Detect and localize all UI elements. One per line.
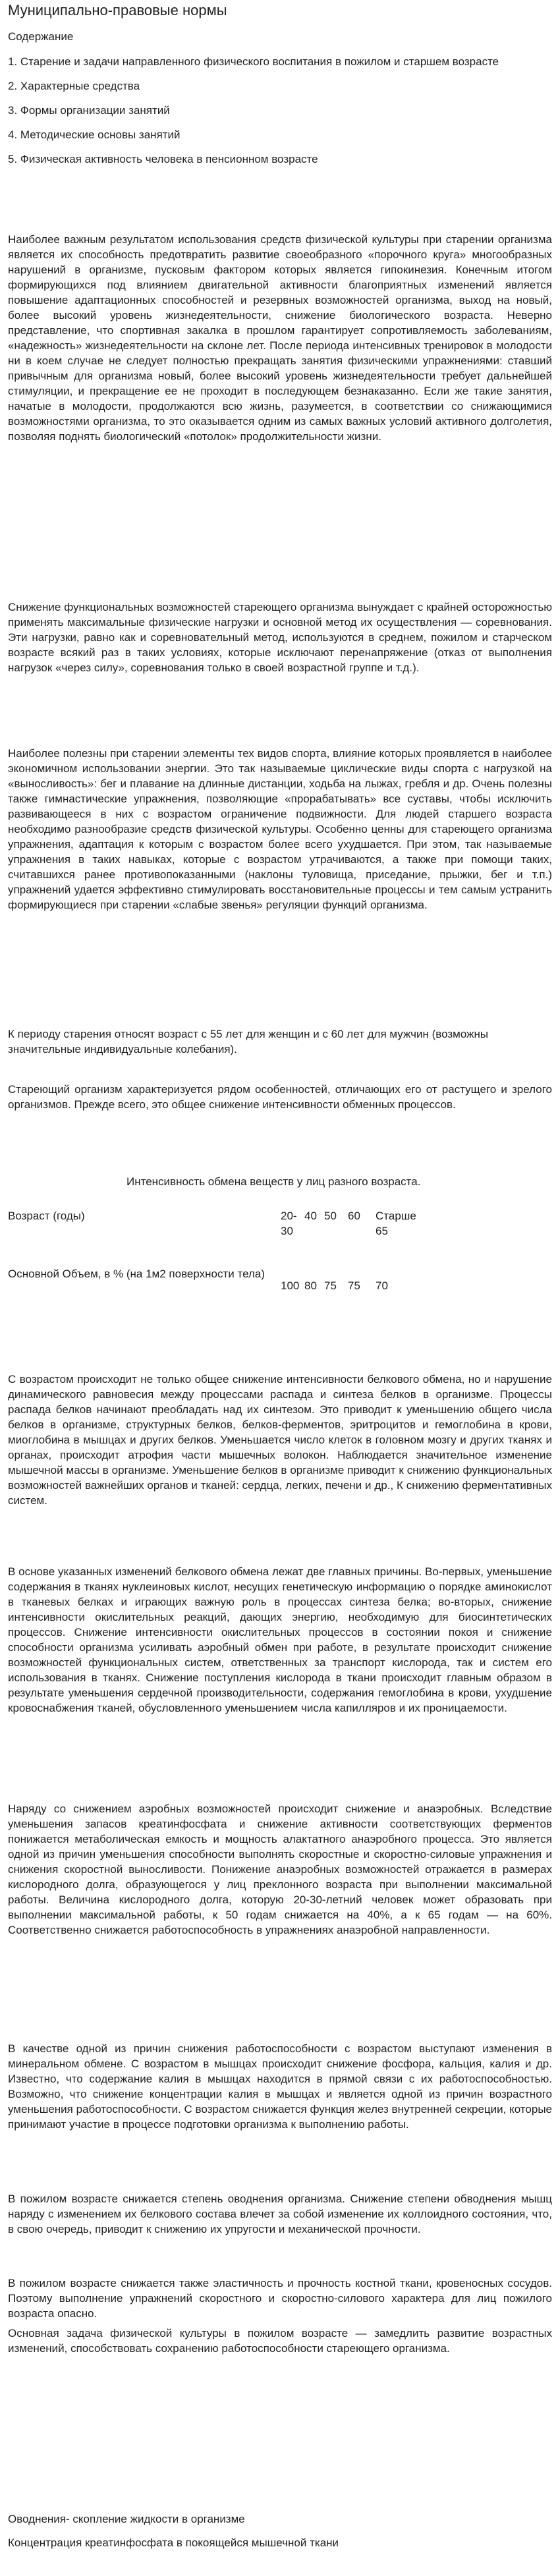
table-cell: Возраст (годы) xyxy=(8,1210,85,1222)
paragraph: Снижение функциональных возможностей стареющего организма вынуждает с крайней осторожностью применять максимальные физические нагрузки и основной метод их осуществления — соревнования. Эти нагрузки, равно как и соревновательный метод, используются в среднем, пожилом и старческом возрасте всякий раз в таких условиях, которые исключают перенапряжение (отказ от выполнения нагрузок «через силу», соревнования только в своей возрастной группе и т.д.). xyxy=(8,601,552,674)
contents-heading: Содержание xyxy=(8,30,74,43)
table-cell: Основной Объем, в % (на 1м2 поверхности тела) xyxy=(8,1268,265,1280)
age-note: К периоду старения относят возраст с 55 лет для женщин и с 60 лет для мужчин (возможны значительные индивидуальные колебания). xyxy=(8,1028,489,1055)
toc-item[interactable]: 5. Физическая активность человека в пенсионном возрасте xyxy=(8,153,318,165)
paragraph: Основная задача физической культуры в пожилом возрасте — замедлить развитие возрастных изменений, способствовать сохранению работоспособности стареющего организма. xyxy=(8,2327,552,2355)
table-cell: 50 xyxy=(324,1210,337,1222)
paragraph: В качестве одной из причин снижения работоспособности с возрастом выступают изменения в минеральном обмене. С возрастом в мышцах происходит снижение фосфора, кальция, калия и др. Известно, что содержание калия в мышцах находится в прямой связи с их работоспособностью. Возможно, что снижение концентрации калия в мышцах и является одной из причин возрастного уменьшения работоспособности. С возрастом снижается функция желез внутренней секреции, которые принимают участие в процессе подготовки организма к выполнению работы. xyxy=(8,2042,552,2131)
table-cell: Старше 65 xyxy=(376,1210,416,1237)
paragraph: Наряду со снижением аэробных возможностей происходит снижение и анаэробных. Вследствие уменьшения запасов креатинфосфата и снижение активности соответствующих ферментов понижается метаболическая емкость и мощность алактатного анаэробного процесса. Это является одной из причин уменьшения способности выполнять скоростные и скоростно-силовые упражнения и снижения скоростной выносливости. Понижение анаэробных возможностей отражается в размерах кислородного долга, образующегося у лиц преклонного возраста при выполнении максимальной работы. Величина кислородного долга, которую 20-30-летний человек может образовать при выполнении максимальной работы, к 50 годам снижается на 40%, а к 65 годам — на 60%. Соответственно снижается работоспособность в упражнениях анаэробной направленности. xyxy=(8,1803,552,1936)
glossary-item: Оводнения- скопление жидкости в организме xyxy=(8,2513,245,2525)
toc-item[interactable]: 4. Методические основы занятий xyxy=(8,128,181,141)
toc-item[interactable]: 2. Характерные средства xyxy=(8,80,140,92)
table-cell: 70 xyxy=(376,1279,388,1292)
table-cell: 75 xyxy=(348,1279,360,1292)
glossary-item: Концентрация креатинфосфата в покоящейся мышечной ткани xyxy=(8,2536,339,2549)
table-row xyxy=(8,1208,416,1240)
paragraph: С возрастом происходит не только общее снижение интенсивности белкового обмена, но и нарушение динамического равновесия между процессами распада и синтеза белков в организме. Процессы распада белков начинают преобладать над их синтезом. Это приводит к уменьшению общего числа белков в организме, структурных белков, белков-ферментов, эритроцитов и гемоглобина в крови, миоглобина в мышцах и других белков. Уменьшается число клеток в головном мозгу и других тканях и органах, происходит атрофия части мышечных волокон. Наблюдается значительное изменение мышечной массы в организме. Уменьшение белков в организме приводит к снижению функциональных возможностей важнейших органов и тканей: сердца, легких, печени и др., К снижению ферментативных систем. xyxy=(8,1373,552,1507)
paragraph: В пожилом возрасте снижается также эластичность и прочность костной ткани, кровеносных сосудов. Поэтому выполнение упражнений скоростного и скоростно-силового характера для лиц пожилого возраста опасно. xyxy=(8,2277,552,2320)
table-caption: Интенсивность обмена веществ у лиц разного возраста. xyxy=(126,1175,421,1188)
toc-item[interactable]: 1. Старение и задачи направленного физического воспитания в пожилом и старшем возрасте xyxy=(8,55,499,68)
table-cell: 40 xyxy=(304,1210,317,1222)
table-cell: 75 xyxy=(324,1279,337,1292)
paragraph: В пожилом возрасте снижается степень оводнения организма. Снижение степени обводнения мышц наряду с изменением их белкового состава влечет за собой изменение их коллоидного состояния, что, в свою очередь, приводит к снижению их упругости и механической прочности. xyxy=(8,2193,552,2235)
metabolism-table xyxy=(8,1208,416,1293)
table-cell: 60 xyxy=(348,1210,360,1222)
paragraph: Наиболее полезны при старении элементы тех видов спорта, влияние которых проявляется в наиболее экономичном использовании энергии. Это так называемые циклические виды спорта с нагрузкой на «выносливость»: бег и плавание на длинные дистанции, ходьба на лыжах, гребля и др. Очень полезны также гимнастические упражнения, позволяющие «прорабатывать» все суставы, чтобы исключить развивающееся в них с возрастом ограничение подвижности. Для людей старшего возраста необходимо разнообразие средств физической культуры. Особенно ценны для стареющего организма упражнения, адаптация к которым с возрастом более всего ухудшается. При этом, так называемые упражнения в таких навыках, которые с возрастом утрачиваются, а также при помощи таких, считавшихся ранее противопоказанными (наклоны туловища, приседание, прыжки, бег и т.п.) упражнений удается эффективно стимулировать восстановительные процессы и тем самым устранить формирующиеся при старении «слабые звенья» регуляции функций организма. xyxy=(8,747,552,911)
paragraph: Наиболее важным результатом использования средств физической культуры при старении организма является их способность предотвратить развитие своеобразного «порочного круга» многообразных нарушений в организме, пусковым фактором которых является гипокинезия. Конечным итогом формирующихся под влиянием двигательной активности благоприятных изменений является повышение адаптационных способностей и резервных возможностей организма, выход на новый, более высокий уровень жизнедеятельности, снижение биологического возраста. Неверно представление, что спортивная закалка в прошлом гарантирует сопротивляемость заболеваниям, «надежность» жизнедеятельности на склоне лет. После периода интенсивных тренировок в молодости ни в коем случае не следует полностью прекращать занятия физическими упражнениями: ставший привычным для организма новый, более высокий уровень жизнедеятельности требует дальнейшей стимуляции, и прекращение ее не проходит в последующем безнаказанно. Если же такие занятия, начатые в молодости, продолжаются всю жизнь, разумеется, в соответствии со снижающимися возможностями организма, то это оказывается одним из самых важных условий активного долголетия, позволяя поднять биологический «потолок» продолжительности жизни. xyxy=(8,233,552,443)
table-cell: 100 xyxy=(281,1279,300,1292)
table-row xyxy=(8,1240,416,1293)
table-of-contents xyxy=(8,54,552,176)
paragraph: Стареющий организм характеризуется рядом особенностей, отличающих его от растущего и зрелого организмов. Прежде всего, это общее снижение интенсивности обменных процессов. xyxy=(8,1083,552,1111)
paragraph: В основе указанных изменений белкового обмена лежат две главных причины. Во-первых, уменьшение содержания в тканях нуклеиновых кислот, несущих генетическую информацию о порядке аминокислот в тканевых белках и играющих важную роль в процессах синтеза белка; во-вторых, снижение интенсивности окислительных реакций, дающих энергию, необходимую для биосинтетических процессов. Снижение интенсивности окислительных процессов в состоянии покоя и снижение способности организма усиливать аэробный обмен при работе, в результате происходит снижение возможностей функциональных систем, ответственных за транспорт кислорода, так и систем его использования в тканях. Снижение поступления кислорода в ткани происходит главным образом в результате уменьшения сердечной производительности, содержания гемоглобина в крови, ухудшение кровоснабжения тканей, обусловленного уменьшением числа капилляров и их проницаемости. xyxy=(8,1565,552,1714)
toc-item[interactable]: 3. Формы организации занятий xyxy=(8,104,170,117)
page-title: Муниципально-правовые нормы xyxy=(8,2,227,18)
table-cell: 20-30 xyxy=(281,1210,297,1237)
table-cell: 80 xyxy=(304,1279,317,1292)
